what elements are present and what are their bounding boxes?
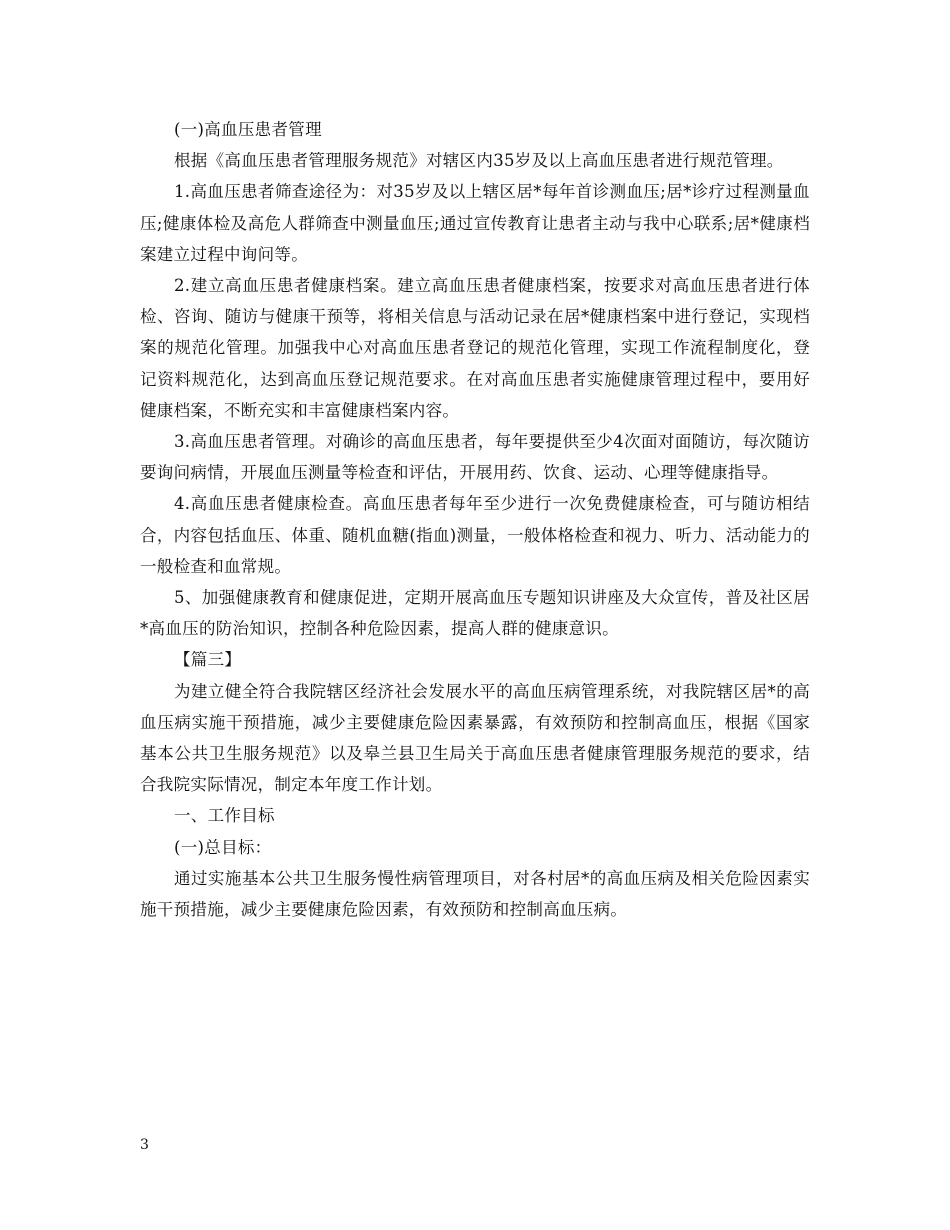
document-body (140, 114, 810, 925)
paragraph: 通过实施基本公共卫生服务慢性病管理项目，对各村居*的高血压病及相关危险因素实施干预措施，减少主要健康危险因素，有效预防和控制高血压病。 (140, 868, 810, 920)
paragraph: 2.建立高血压患者健康档案。建立高血压患者健康档案，按要求对高血压患者进行体检、咨询、随访与健康干预等，将相关信息与活动记录在居*健康档案中进行登记，实现档案的规范化管理。加强我中心对高血压患者登记的规范化管理，实现工作流程制度化，登记资料规范化，达到高血压登记规范要求。在对高血压患者实施健康管理过程中，要用好健康档案，不断充实和丰富健康档案内容。 (140, 276, 810, 420)
paragraph: 4.高血压患者健康检查。高血压患者每年至少进行一次免费健康检查，可与随访相结合，内容包括血压、体重、随机血糖(指血)测量，一般体格检查和视力、听力、活动能力的一般检查和血常规。 (140, 494, 810, 576)
paragraph: 1.高血压患者筛查途径为：对35岁及以上辖区居*每年首诊测血压;居*诊疗过程测量血压;健康体检及高危人群筛查中测量血压;通过宣传教育让患者主动与我中心联系;居*健康档案建立过程中询问等。 (140, 182, 810, 264)
section-heading: (一)高血压患者管理 (174, 120, 322, 139)
paragraph: 5、加强健康教育和健康促进，定期开展高血压专题知识讲座及大众宣传，普及社区居*高血压的防治知识，控制各种危险因素，提高人群的健康意识。 (140, 588, 810, 639)
section-heading: 一、工作目标 (174, 806, 275, 826)
page-number: 3 (140, 1137, 149, 1153)
chapter-heading: 【篇三】 (174, 650, 242, 670)
paragraph: 根据《高血压患者管理服务规范》对辖区内35岁及以上高血压患者进行规范管理。 (174, 151, 784, 171)
paragraph: 为建立健全符合我院辖区经济社会发展水平的高血压病管理系统，对我院辖区居*的高血压病实施干预措施，减少主要健康危险因素暴露，有效预防和控制高血压，根据《国家基本公共卫生服务规范》以及皋兰县卫生局关于高血压患者健康管理服务规范的要求，结合我院实际情况，制定本年度工作计划。 (140, 681, 810, 795)
section-heading: (一)总目标： (174, 837, 272, 857)
paragraph: 3.高血压患者管理。对确诊的高血压患者，每年要提供至少4次面对面随访，每次随访要询问病情，开展血压测量等检查和评估，开展用药、饮食、运动、心理等健康指导。 (140, 432, 810, 483)
